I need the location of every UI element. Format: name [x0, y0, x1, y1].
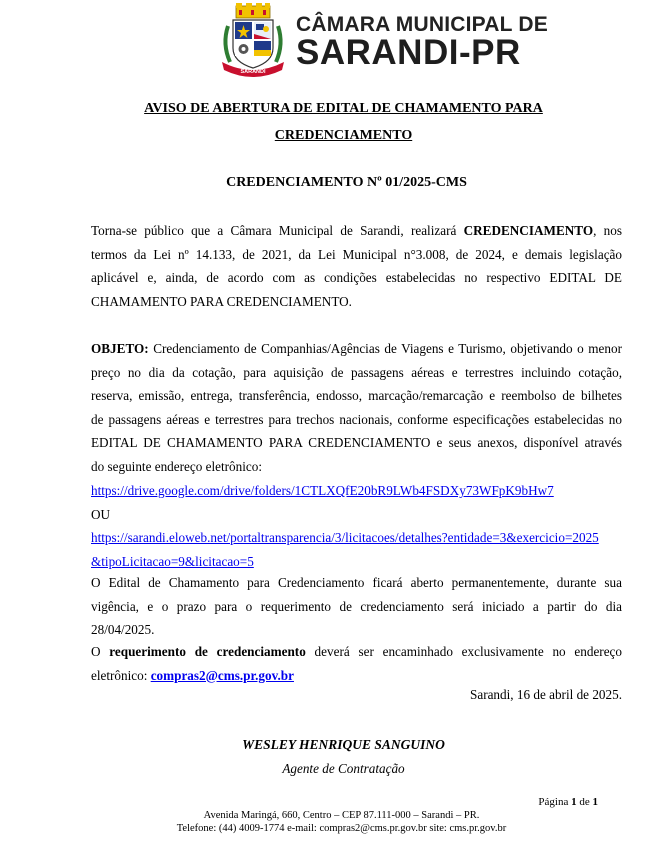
page-number [538, 796, 598, 808]
notice-title-line2-text: CREDENCIAMENTO [274, 128, 413, 143]
document-date: Sarandi, 16 de abril de 2025. [470, 687, 622, 702]
page-prefix: Página [538, 796, 572, 808]
requerimento-paragraph [91, 640, 622, 687]
requerimento-line-1 [91, 640, 622, 664]
institution-name-line2: SARANDI-PR [296, 33, 521, 72]
notice-title-line1-text: AVISO DE ABERTURA DE EDITAL DE CHAMAMENTO PARA [144, 101, 543, 116]
prazo-line-1: O Edital de Chamamento para Credenciamento ficará aberto permanentemente, durante sua [91, 575, 622, 590]
intro-line-1 [91, 219, 622, 243]
intro-text: Torna-se público que a Câmara Municipal de Sarandi, realizará [91, 223, 464, 238]
footer-contact: Telefone: (44) 4009-1774 e-mail: compras2@cms.pr.gov.br site: cms.pr.gov.br [176, 823, 507, 834]
crest-ribbon-text: SARANDI [240, 69, 266, 75]
intro-line-3: aplicável e, ainda, de acordo com as condições estabelecidas no respectivo EDITAL DE [91, 270, 622, 286]
intro-text: , nos [593, 223, 622, 238]
objeto-line-6: do seguinte endereço eletrônico: [91, 458, 262, 474]
drive-link[interactable]: https://drive.google.com/drive/folders/1CTLXQfE20bR9LWb4FSDXy73WFpK9bHw7 [91, 483, 554, 498]
credenciamento-number: CREDENCIAMENTO Nº 01/2025-CMS [226, 175, 467, 190]
page-total: 1 [592, 796, 598, 808]
intro-paragraph [91, 219, 622, 313]
requerimento-bold-text: requerimento de credenciamento [109, 644, 306, 659]
or-separator: OU [91, 506, 111, 522]
objeto-line-2: preço no dia da cotação, para aquisição de passagens aéreas e terrestres incluindo cotação, [91, 364, 622, 380]
prazo-paragraph [91, 571, 622, 642]
links-block [91, 479, 622, 573]
signer-name: WESLEY HENRIQUE SANGUINO [242, 737, 445, 752]
portal-link-line1[interactable]: https://sarandi.eloweb.net/portaltransparencia/3/licitacoes/detalhes?entidade=3&exercicio=2025 [91, 530, 599, 546]
portal-link-line2[interactable]: &tipoLicitacao=9&licitacao=5 [91, 553, 254, 569]
signer-role: Agente de Contratação [282, 761, 405, 776]
requerimento-line-2 [91, 664, 622, 688]
objeto-text: Credenciamento de Companhias/Agências de Viagens e Turismo, objetivando o menor [148, 341, 622, 356]
intro-bold-text: CREDENCIAMENTO [463, 223, 594, 238]
requerimento-text: O [91, 644, 110, 659]
page-current: 1 [571, 796, 577, 808]
notice-title-line2 [12, 128, 663, 144]
objeto-line-3: reserva, emissão, entrega, transferência, endosso, marcação/remarcação e reembolso de bilhetes [91, 388, 622, 404]
prazo-line-2: vigência, e o prazo para o requerimento de credenciamento será iniciado a partir do dia [91, 598, 622, 614]
objeto-line-5: EDITAL DE CHAMAMENTO PARA CREDENCIAMENTO e seus anexos, disponível através [91, 435, 622, 451]
intro-line-2: termos da Lei nº 14.133, de 2021, da Lei Municipal n°3.008, de 2024, e demais legislação [91, 246, 622, 262]
objeto-paragraph [91, 337, 622, 479]
institution-name [296, 14, 548, 70]
objeto-line-4: de passagens aéreas e terrestres para trechos nacionais, conforme especificações estabelecidas no [91, 411, 622, 427]
page-mid: de [576, 796, 593, 808]
email-link[interactable]: compras2@cms.pr.gov.br [150, 667, 294, 683]
prazo-line-3: 28/04/2025. [91, 622, 155, 638]
notice-title-line1 [12, 101, 663, 117]
objeto-line-1 [91, 337, 622, 361]
requerimento-text: eletrônico: [91, 667, 151, 683]
footer-address: Avenida Maringá, 660, Centro – CEP 87.111-000 – Sarandi – PR. [203, 810, 480, 821]
coat-of-arms-logo [218, 2, 288, 78]
objeto-label: OBJETO: [91, 341, 149, 356]
institution-name-line1: CÂMARA MUNICIPAL DE [296, 13, 548, 36]
intro-line-4: CHAMAMENTO PARA CREDENCIAMENTO. [91, 293, 352, 309]
requerimento-text: deverá ser encaminhado exclusivamente no endereço [305, 644, 622, 659]
